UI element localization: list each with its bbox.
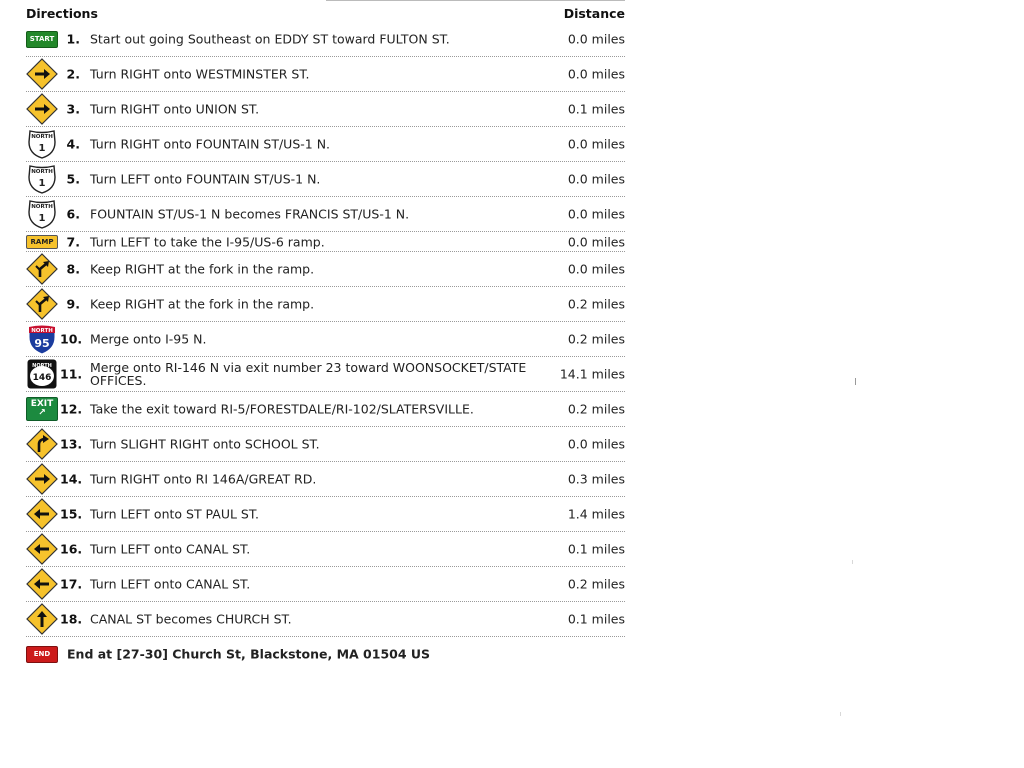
end-destination-text: End at [27-30] Church St, Blackstone, MA 01504 US — [67, 646, 431, 662]
step-number: 6. — [66, 206, 80, 222]
start-badge — [26, 23, 58, 55]
step-distance: 0.0 miles — [567, 66, 625, 82]
step-instruction: Take the exit toward RI-5/FORESTDALE/RI-102/SLATERSVILLE. — [90, 401, 474, 417]
step-number: 7. — [66, 234, 80, 249]
step-number: 17. — [60, 576, 83, 592]
shield-route-number: 95 — [34, 337, 50, 350]
table-header — [26, 4, 625, 22]
step-number: 1. — [66, 31, 80, 47]
direction-step-row — [26, 532, 625, 567]
step-distance: 1.4 miles — [567, 506, 625, 522]
step-instruction: CANAL ST becomes CHURCH ST. — [90, 611, 292, 627]
step-distance: 0.0 miles — [567, 436, 625, 452]
shield-direction-text: NORTH — [32, 363, 52, 369]
step-distance: 0.2 miles — [567, 401, 625, 417]
step-number: 3. — [66, 101, 80, 117]
step-distance: 0.0 miles — [567, 171, 625, 187]
step-number: 14. — [60, 471, 83, 487]
step-instruction: Turn LEFT onto FOUNTAIN ST/US-1 N. — [90, 171, 321, 187]
direction-step-row — [26, 497, 625, 532]
start-badge-label: START — [26, 31, 58, 48]
step-number: 11. — [60, 366, 83, 382]
step-distance: 0.1 miles — [567, 541, 625, 557]
keep-right-fork-sign-icon — [26, 253, 58, 285]
go-straight-sign-icon — [26, 603, 58, 635]
direction-step-row — [26, 462, 625, 497]
directions-table — [26, 4, 625, 671]
step-number: 2. — [66, 66, 80, 82]
direction-step-row — [26, 127, 625, 162]
turn-left-sign-icon — [26, 533, 58, 565]
end-badge — [26, 638, 58, 670]
step-number: 10. — [60, 331, 83, 347]
exit-sign-label: EXIT — [30, 399, 54, 409]
step-instruction: Turn LEFT onto CANAL ST. — [90, 541, 251, 557]
shield-route-number: 1 — [38, 213, 46, 224]
direction-step-row — [26, 92, 625, 127]
step-distance: 0.1 miles — [567, 101, 625, 117]
slight-right-sign-icon — [26, 428, 58, 460]
step-number: 16. — [60, 541, 83, 557]
step-instruction: Merge onto I-95 N. — [90, 331, 207, 347]
step-distance: 14.1 miles — [559, 366, 625, 382]
shield-direction-text: NORTH — [31, 169, 53, 175]
direction-step-row — [26, 57, 625, 92]
direction-step-row — [26, 357, 625, 392]
turn-right-sign-icon — [26, 463, 58, 495]
shield-direction-text: NORTH — [31, 204, 53, 210]
direction-step-row — [26, 197, 625, 232]
step-instruction: Turn RIGHT onto WESTMINSTER ST. — [90, 66, 310, 82]
step-instruction: Merge onto RI-146 N via exit number 23 toward WOONSOCKET/STATE OFFICES. — [90, 360, 527, 388]
direction-step-row — [26, 22, 625, 57]
step-instruction: Turn LEFT onto ST PAUL ST. — [90, 506, 259, 522]
shield-route-number: 1 — [38, 143, 46, 154]
direction-step-row — [26, 392, 625, 427]
step-instruction: Turn LEFT onto CANAL ST. — [90, 576, 251, 592]
step-number: 15. — [60, 506, 83, 522]
direction-step-row — [26, 287, 625, 322]
step-instruction: Turn SLIGHT RIGHT onto SCHOOL ST. — [90, 436, 320, 452]
direction-step-row — [26, 162, 625, 197]
step-distance: 0.0 miles — [567, 206, 625, 222]
shield-direction-text: NORTH — [31, 134, 53, 140]
step-instruction: Turn RIGHT onto RI 146A/GREAT RD. — [90, 471, 317, 487]
step-number: 5. — [66, 171, 80, 187]
step-instruction: Turn LEFT to take the I-95/US-6 ramp. — [90, 234, 325, 249]
step-distance: 0.2 miles — [567, 296, 625, 312]
step-distance: 0.0 miles — [567, 31, 625, 47]
step-number: 8. — [66, 261, 80, 277]
turn-right-sign-icon — [26, 93, 58, 125]
step-number: 18. — [60, 611, 83, 627]
direction-step-row — [26, 427, 625, 462]
step-instruction: Keep RIGHT at the fork in the ramp. — [90, 261, 315, 277]
direction-step-row — [26, 232, 625, 252]
step-distance: 0.0 miles — [567, 234, 625, 249]
us-1-north-shield-icon — [26, 128, 58, 160]
exit-sign-icon — [26, 393, 58, 425]
step-distance: 0.1 miles — [567, 611, 625, 627]
step-instruction: Start out going Southeast on EDDY ST toward FULTON ST. — [90, 31, 450, 47]
distance-column-header: Distance — [563, 6, 625, 21]
step-number: 13. — [60, 436, 83, 452]
direction-step-row — [26, 252, 625, 287]
turn-right-sign-icon — [26, 58, 58, 90]
ri-146-north-shield-icon — [26, 358, 58, 390]
step-distance: 0.2 miles — [567, 331, 625, 347]
keep-right-fork-sign-icon — [26, 288, 58, 320]
step-distance: 0.0 miles — [567, 136, 625, 152]
step-instruction: Keep RIGHT at the fork in the ramp. — [90, 296, 315, 312]
step-distance: 0.2 miles — [567, 576, 625, 592]
direction-step-row — [26, 602, 625, 637]
us-1-north-shield-icon — [26, 163, 58, 195]
direction-step-row — [26, 322, 625, 357]
turn-left-sign-icon — [26, 498, 58, 530]
shield-route-number: 146 — [32, 373, 52, 383]
step-instruction: Turn RIGHT onto FOUNTAIN ST/US-1 N. — [90, 136, 331, 152]
top-rule — [326, 0, 625, 1]
stray-mark — [855, 378, 856, 385]
shield-direction-text: NORTH — [31, 328, 53, 334]
turn-left-sign-icon — [26, 568, 58, 600]
step-instruction: Turn RIGHT onto UNION ST. — [90, 101, 260, 117]
stray-mark — [852, 560, 853, 564]
end-badge-label: END — [26, 646, 58, 663]
direction-step-row — [26, 567, 625, 602]
step-number: 12. — [60, 401, 83, 417]
ramp-badge-label: RAMP — [26, 235, 58, 249]
shield-route-number: 1 — [38, 178, 46, 189]
exit-arrow-icon: ↗ — [38, 408, 46, 418]
stray-mark — [840, 712, 841, 716]
step-distance: 0.0 miles — [567, 261, 625, 277]
directions-column-header: Directions — [26, 6, 98, 21]
step-number: 4. — [66, 136, 80, 152]
end-row — [26, 637, 625, 671]
exit-sign-body — [26, 397, 58, 421]
step-number: 9. — [66, 296, 80, 312]
step-instruction: FOUNTAIN ST/US-1 N becomes FRANCIS ST/US-1 N. — [90, 206, 410, 222]
step-distance: 0.3 miles — [567, 471, 625, 487]
interstate-95-north-shield-icon — [26, 323, 58, 355]
